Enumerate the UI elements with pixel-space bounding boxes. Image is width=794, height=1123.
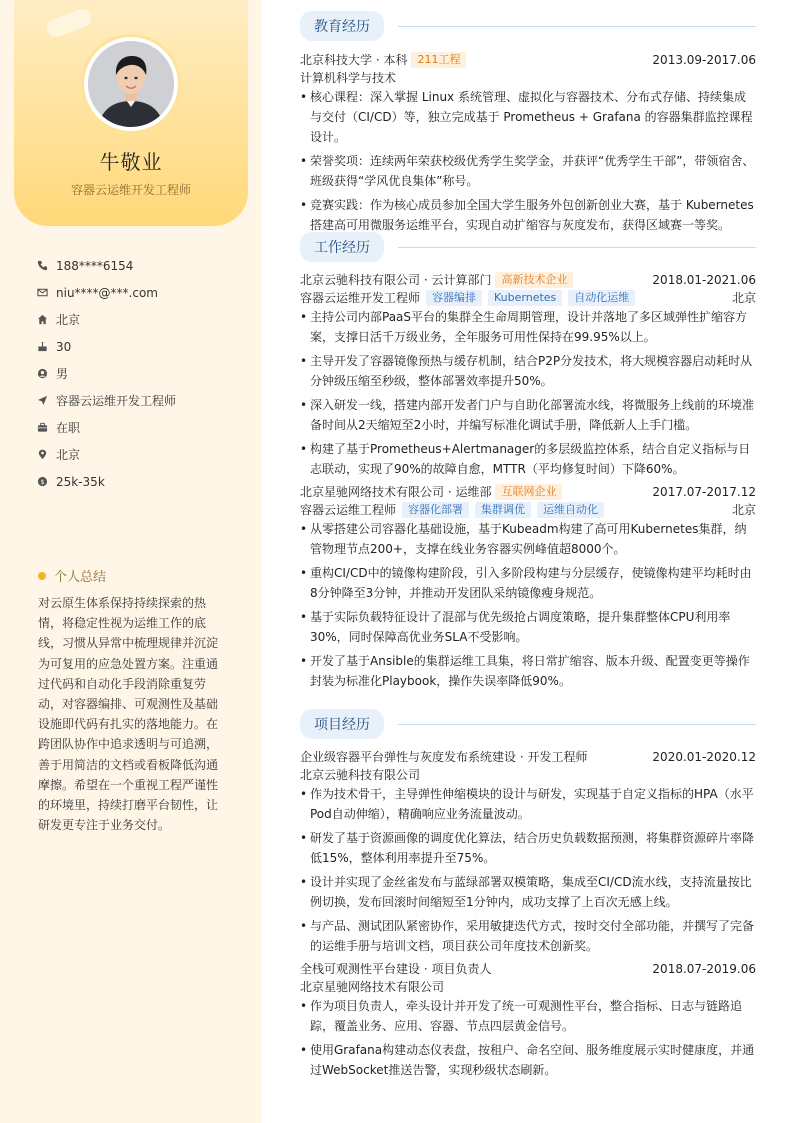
- section-title: 项目经历: [300, 709, 384, 739]
- job-role-row: [300, 501, 756, 519]
- summary-heading-text: 个人总结: [54, 570, 107, 585]
- list-item: • 主持公司内部PaaS平台的集群全生命周期管理，设计并落地了多区域弹性扩缩容方案，支撑日活千万级业务，全年服务可用性保持在99.95%以上。: [300, 307, 756, 347]
- school-name: 北京科技大学 · 本科: [300, 53, 408, 67]
- job-role: 容器云运维开发工程师: [300, 291, 421, 305]
- avatar: [88, 41, 174, 127]
- project-header-row: [300, 748, 756, 766]
- salary-icon: [37, 476, 48, 487]
- svg-text:$: $: [40, 477, 45, 486]
- bullet-dot-icon: [38, 572, 46, 580]
- section-title: 工作经历: [300, 232, 384, 262]
- project-date: 2020.01-2020.12: [652, 750, 756, 764]
- list-item: • 设计并实现了金丝雀发布与蓝绿部署双模策略，集成至CI/CD流水线，支持流量按比例切换，发布回滚时间缩短至1分钟内，成功支撑了上百次无感上线。: [300, 872, 756, 912]
- contact-city: [37, 306, 247, 333]
- project-company: 北京星驰网络技术有限公司: [300, 980, 445, 994]
- major: 计算机科学与技术: [300, 71, 397, 85]
- job-entry: [300, 271, 756, 479]
- job-date: 2018.01-2021.06: [652, 273, 756, 287]
- education-bullets: [300, 87, 756, 235]
- profile-name: 牛敬业: [99, 150, 163, 174]
- work-section: [300, 232, 756, 695]
- cake-icon: [37, 341, 48, 352]
- list-item: • 从零搭建公司容器化基础设施，基于Kubeadm构建了高可用Kubernetes集群，纳管物理节点200+，支撑在线业务容器实例峰值超8000个。: [300, 519, 756, 559]
- profile-title: 容器云运维开发工程师: [70, 183, 191, 197]
- project-bullets: [300, 996, 756, 1080]
- job-date: 2017.07-2017.12: [652, 485, 756, 499]
- gender-icon: [37, 368, 48, 379]
- project-header-row: [300, 960, 756, 978]
- job-bullets: [300, 519, 756, 691]
- contact-target-role: [37, 387, 247, 414]
- education-date: 2013.09-2017.06: [652, 53, 756, 67]
- contact-email: [37, 279, 247, 306]
- list-item: • 深入研发一线，搭建内部开发者门户与自助化部署流水线，将微服务上线前的环境准备时间从2天缩短至2小时，并编写标准化调试手册，降低新人上手门槛。: [300, 395, 756, 435]
- list-item: • 开发了基于Ansible的集群运维工具集，将日常扩缩容、版本升级、配置变更等操作封装为标准化Playbook，操作失误率降低90%。: [300, 651, 756, 691]
- company-tag: 互联网企业: [495, 484, 562, 500]
- skill-tag: Kubernetes: [488, 290, 562, 306]
- section-divider: [398, 26, 756, 27]
- contact-text: 在职: [56, 421, 81, 435]
- job-header-row: [300, 271, 756, 289]
- section-header: [300, 11, 756, 41]
- contact-list: [37, 252, 247, 495]
- mail-icon: [37, 287, 48, 298]
- home-icon: [37, 314, 48, 325]
- send-icon: [37, 395, 48, 406]
- list-item: • 构建了基于Prometheus+Alertmanager的多层级监控体系，结合自定义指标与日志联动，实现了90%的故障自愈，MTTR（平均修复时间）下降60%。: [300, 439, 756, 479]
- project-bullets: [300, 784, 756, 956]
- decorative-shape: [44, 7, 93, 40]
- school-tag: 211工程: [411, 52, 466, 68]
- contact-phone: [37, 252, 247, 279]
- job-role: 容器云运维工程师: [300, 503, 397, 517]
- projects-section: [300, 709, 756, 1084]
- phone-icon: [37, 260, 48, 271]
- list-item: • 基于实际负载特征设计了混部与优先级抢占调度策略，提升集群整体CPU利用率30%，同时保障高优业务SLA不受影响。: [300, 607, 756, 647]
- job-entry: [300, 483, 756, 691]
- project-entry: [300, 748, 756, 956]
- contact-text: 北京: [56, 448, 81, 462]
- skill-tag: 容器编排: [426, 290, 482, 306]
- company-name: 北京云驰科技有限公司 · 云计算部门: [300, 273, 492, 287]
- project-entry: [300, 960, 756, 1080]
- location-pin-icon: [37, 449, 48, 460]
- briefcase-icon: [37, 422, 48, 433]
- list-item: • 重构CI/CD中的镜像构建阶段，引入多阶段构建与分层缓存，使镜像构建平均耗时由8分钟降至3分钟，并推动开发团队采纳镜像瘦身规范。: [300, 563, 756, 603]
- summary-heading: [38, 566, 106, 585]
- job-header-row: [300, 483, 756, 501]
- contact-text: 188****6154: [56, 258, 134, 273]
- section-divider: [398, 724, 756, 725]
- company-name: 北京星驰网络技术有限公司 · 运维部: [300, 485, 492, 499]
- avatar-portrait-icon: [88, 41, 174, 127]
- project-name: 全栈可观测性平台建设 · 项目负责人: [300, 962, 492, 976]
- contact-text: 北京: [56, 313, 81, 327]
- list-item: • 使用Grafana构建动态仪表盘，按租户、命名空间、服务维度展示实时健康度，并通过WebSocket推送告警，实现秒级状态刷新。: [300, 1040, 756, 1080]
- project-company: 北京云驰科技有限公司: [300, 768, 421, 782]
- list-item: • 作为技术骨干，主导弹性伸缩模块的设计与研发，实现基于自定义指标的HPA（水平Pod自动伸缩），精确响应业务流量波动。: [300, 784, 756, 824]
- skill-tag: 集群调优: [475, 502, 531, 518]
- section-title: 教育经历: [300, 11, 384, 41]
- list-item: • 与产品、测试团队紧密协作，采用敏捷迭代方式，按时交付全部功能，并撰写了完备的运维手册与培训文档，项目获公司年度技术创新奖。: [300, 916, 756, 956]
- contact-location: [37, 441, 247, 468]
- contact-gender: [37, 360, 247, 387]
- skill-tag: 容器化部署: [402, 502, 469, 518]
- contact-text: niu****@***.com: [56, 285, 158, 300]
- contact-text: 男: [56, 367, 69, 381]
- education-header-row: [300, 51, 756, 69]
- job-city: 北京: [731, 291, 756, 305]
- contact-text: 容器云运维开发工程师: [56, 394, 177, 408]
- list-item: • 荣誉奖项：连续两年荣获校级优秀学生奖学金，并获评“优秀学生干部”，带领宿舍、班级获得“学风优良集体”称号。: [300, 151, 756, 191]
- list-item: • 竞赛实践：作为核心成员参加全国大学生服务外包创新创业大赛，基于 Kubernetes 搭建高可用微服务运维平台，实现自动扩缩容与灰度发布，获得区域赛一等奖。: [300, 195, 756, 235]
- section-header: [300, 709, 756, 739]
- contact-age: [37, 333, 247, 360]
- sidebar: [0, 0, 262, 1123]
- section-header: [300, 232, 756, 262]
- skill-tag: 运维自动化: [537, 502, 604, 518]
- list-item: • 研发了基于资源画像的调度优化算法，结合历史负载数据预测，将集群资源碎片率降低15%，整体利用率提升至75%。: [300, 828, 756, 868]
- education-section: [300, 11, 756, 239]
- skill-tag: 自动化运维: [568, 290, 635, 306]
- avatar-frame: [84, 37, 178, 131]
- list-item: • 作为项目负责人，牵头设计并开发了统一可观测性平台，整合指标、日志与链路追踪，覆盖业务、应用、容器、节点四层黄金信号。: [300, 996, 756, 1036]
- project-name: 企业级容器平台弹性与灰度发布系统建设 · 开发工程师: [300, 750, 588, 764]
- summary-text: 对云原生体系保持持续探索的热情，将稳定性视为运维工作的底线，习惯从异常中梳理规律并沉淀为可复用的应急处置方案。注重通过代码和自动化手段消除重复劳动，对容器编排、可观测性及基础设施即代码有扎实的落地能力。在跨团队协作中追求透明与可追溯，善于用简洁的文档或看板降低沟通摩擦。希望在一个重视工程严谨性的环境里，持续打磨平台韧性，让研发更专注于业务交付。: [38, 596, 219, 833]
- contact-text: 30: [56, 339, 72, 354]
- contact-status: [37, 414, 247, 441]
- company-tag: 高新技术企业: [495, 272, 573, 288]
- job-role-row: [300, 289, 756, 307]
- job-city: 北京: [731, 503, 756, 517]
- contact-text: 25k-35k: [56, 474, 105, 489]
- job-bullets: [300, 307, 756, 479]
- contact-salary: [37, 468, 247, 495]
- list-item: • 主导开发了容器镜像预热与缓存机制，结合P2P分发技术，将大规模容器启动耗时从分钟级压缩至秒级，整体部署效率提升50%。: [300, 351, 756, 391]
- section-divider: [398, 247, 756, 248]
- project-date: 2018.07-2019.06: [652, 962, 756, 976]
- list-item: • 核心课程：深入掌握 Linux 系统管理、虚拟化与容器技术、分布式存储、持续集成与交付（CI/CD）等，独立完成基于 Prometheus + Grafana 的容器集群监控课程设计。: [300, 87, 756, 147]
